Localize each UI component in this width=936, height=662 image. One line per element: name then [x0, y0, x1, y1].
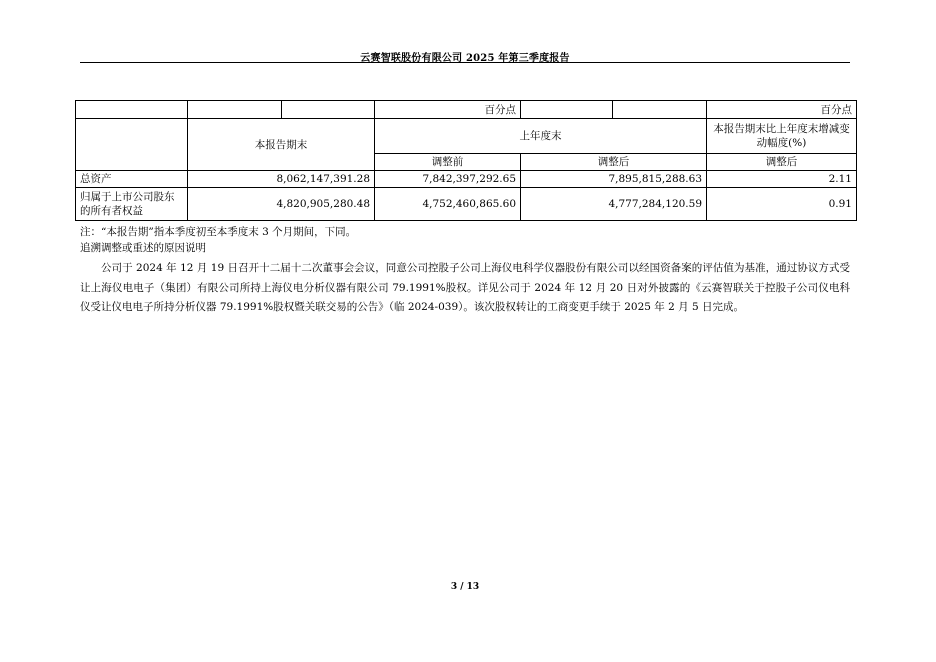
col-prior-year-end: 上年度末: [375, 119, 707, 154]
subcol-change-after-adjustment: 调整后: [707, 154, 857, 171]
unit-label-cell: 百分点: [375, 101, 521, 119]
table-header-row: [76, 119, 857, 154]
table-row: [76, 188, 857, 221]
value-change: 2.11: [707, 171, 857, 188]
row-label: 总资产: [76, 171, 188, 188]
report-header-title: 云赛智联股份有限公司 2025 年第三季度报告: [360, 53, 570, 64]
value-after: 7,895,815,288.63: [521, 171, 707, 188]
header-divider: [80, 62, 850, 63]
value-current: 4,820,905,280.48: [188, 188, 375, 221]
col-change-percent: 本报告期末比上年度末增减变动幅度(%): [707, 119, 857, 154]
table-unit-row: [76, 101, 857, 119]
subcol-before-adjustment: 调整前: [375, 154, 521, 171]
table-row: [76, 171, 857, 188]
note-reporting-period: 注：“本报告期”指本季度初至本季度末 3 个月期间，下同。: [80, 226, 357, 238]
value-change: 0.91: [707, 188, 857, 221]
table-cell-empty: [282, 101, 375, 119]
table-cell-empty: [188, 101, 282, 119]
table-header-empty: [76, 119, 188, 171]
page-number: 3 / 13: [450, 582, 480, 592]
table-cell-empty: [521, 101, 613, 119]
value-after: 4,777,284,120.59: [521, 188, 707, 221]
unit-label-cell: 百分点: [707, 101, 857, 119]
value-before: 7,842,397,292.65: [375, 171, 521, 188]
note-retrospective-heading: 追溯调整或重述的原因说明: [80, 242, 206, 254]
subcol-after-adjustment: 调整后: [521, 154, 707, 171]
value-current: 8,062,147,391.28: [188, 171, 375, 188]
table-cell-empty: [613, 101, 707, 119]
row-label: 归属于上市公司股东的所有者权益: [76, 188, 188, 221]
value-before: 4,752,460,865.60: [375, 188, 521, 221]
col-current-period-end: 本报告期末: [188, 119, 375, 171]
table-cell-empty: [76, 101, 188, 119]
retrospective-explanation-paragraph: 公司于 2024 年 12 月 19 日召开十二届十二次董事会会议，同意公司控股子公司上海仪电科学仪器股份有限公司以经国资备案的评估值为基准，通过协议方式受让上海仪电电子（集团）有限公司所持上海仪电分析仪器有限公司 79.1991%股权。详见公司于 2024 年 12 月 20 日对外披露的《云赛智联关于控股子公司仪电科仪受让仪电电子所持分析仪器 79.1991%股权暨关联交易的公告》（临 2024-039）。该次股权转让的工商变更手续于 2025 年 2 月 5 日完成。: [80, 262, 850, 313]
balance-table: [75, 100, 857, 221]
